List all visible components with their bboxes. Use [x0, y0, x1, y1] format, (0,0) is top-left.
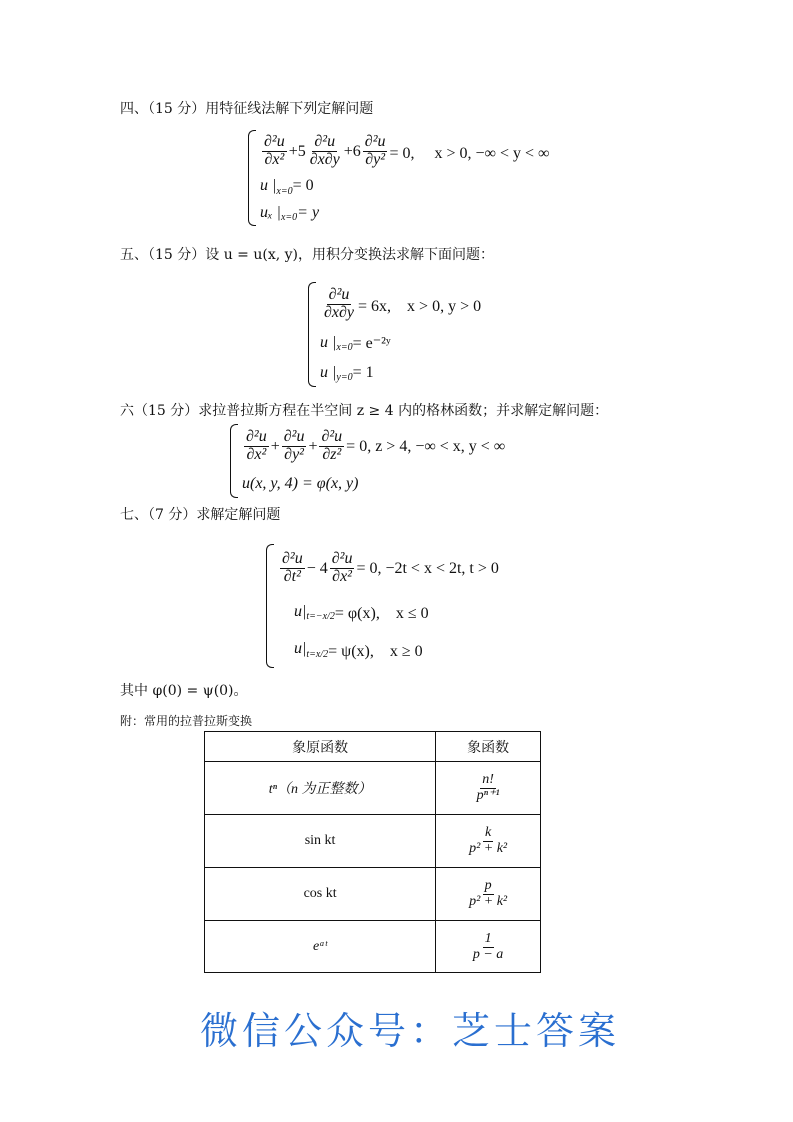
lhs: u | — [260, 177, 277, 195]
subscript: x=0 — [276, 185, 293, 197]
equation-rest: = 0, −2t < x < 2t, t > 0 — [356, 559, 499, 577]
denominator: ∂y² — [365, 151, 386, 169]
q6-header: 六（15 分）求拉普拉斯方程在半空间 z ≥ 4 内的格林函数；并求解定解问题： — [120, 403, 609, 419]
denominator: ∂x² — [332, 568, 352, 586]
operator: + — [308, 437, 318, 455]
table-row — [205, 815, 541, 868]
fraction — [467, 826, 509, 856]
denominator: ∂t² — [283, 568, 301, 586]
denominator: ∂x∂y — [324, 304, 355, 322]
watermark: 微信公众号：芝士答案 — [200, 1009, 621, 1053]
q6-equation — [242, 429, 505, 464]
numerator: ∂²u — [331, 550, 353, 568]
q7-condition-2 — [278, 638, 499, 661]
fraction — [244, 429, 269, 464]
laplace-table — [204, 731, 541, 973]
q7-system — [266, 544, 499, 668]
fraction — [330, 551, 355, 586]
operator: +5 — [288, 142, 306, 160]
numerator: ∂²u — [283, 428, 305, 446]
numerator: k — [484, 825, 492, 841]
q5-condition-2 — [320, 364, 481, 382]
q6-system — [230, 424, 505, 498]
q7-header: 七、（7 分）求解定解问题 — [120, 507, 281, 523]
original-function: cos kt — [205, 868, 436, 921]
q7-equation — [278, 551, 499, 586]
numerator: n! — [482, 772, 494, 788]
fraction — [319, 429, 344, 464]
equation-rest: = 0, z > 4, −∞ < x, y < ∞ — [346, 437, 506, 455]
image-function — [436, 762, 541, 815]
denominator: p² + k² — [469, 841, 508, 856]
subscript: t=x/2 — [306, 648, 329, 660]
q7-condition-1 — [278, 600, 499, 623]
subscript: x=0 — [280, 212, 298, 224]
table-header-row — [205, 732, 541, 762]
denominator: ∂x² — [246, 446, 267, 464]
rhs: = ψ(x), x ≥ 0 — [328, 642, 423, 660]
fraction — [363, 134, 388, 169]
q7-note: 其中 φ(0) = ψ(0)。 — [120, 683, 248, 699]
denominator: ∂z² — [322, 446, 342, 464]
denominator: ∂x² — [264, 151, 285, 169]
numerator: ∂²u — [321, 428, 343, 446]
rhs: = 1 — [352, 363, 374, 381]
numerator: ∂²u — [282, 550, 303, 568]
original-function: eᵃᵗ — [205, 921, 436, 973]
numerator: ∂²u — [314, 133, 336, 151]
numerator: ∂²u — [364, 133, 386, 151]
table-row — [205, 762, 541, 815]
lhs: u | — [320, 363, 337, 381]
q4-equation — [260, 134, 549, 169]
denominator: ∂x∂y — [309, 151, 340, 169]
fraction — [322, 287, 356, 322]
fraction — [280, 551, 305, 586]
q5-header: 五、（15 分）设 u = u(x, y)，用积分变换法求解下面问题： — [120, 247, 495, 263]
denominator: ∂y² — [284, 446, 304, 464]
subscript: x=0 — [336, 342, 353, 354]
q5-condition-1 — [320, 333, 481, 353]
brace — [266, 544, 274, 668]
image-function — [436, 815, 541, 868]
fraction — [308, 134, 342, 169]
appendix-title: 附：常用的拉普拉斯变换 — [120, 714, 253, 728]
equation-rest: = 6x, x > 0, y > 0 — [358, 298, 482, 316]
brace — [308, 282, 316, 387]
numerator: ∂²u — [246, 428, 267, 446]
equation-rest: = 0, x > 0, −∞ < y < ∞ — [389, 145, 550, 163]
lhs: u| — [294, 640, 307, 658]
original-function: tⁿ（n 为正整数） — [205, 762, 436, 815]
numerator: ∂²u — [328, 286, 350, 304]
image-function — [436, 868, 541, 921]
fraction — [471, 932, 505, 962]
operator: +6 — [343, 142, 361, 160]
lhs: uₓ | — [260, 203, 281, 221]
subscript: y=0 — [336, 372, 353, 384]
subscript: t=−x/2 — [306, 611, 335, 623]
numerator: ∂²u — [264, 133, 285, 151]
q4-condition-2 — [260, 204, 549, 222]
q5-system — [308, 282, 481, 387]
fraction — [282, 429, 307, 464]
lhs: u| — [294, 602, 307, 620]
rhs: = φ(x), x ≤ 0 — [334, 605, 429, 623]
table-row — [205, 868, 541, 921]
rhs: = e⁻²ʸ — [352, 334, 391, 352]
numerator: 1 — [484, 930, 492, 946]
column-header: 象原函数 — [205, 732, 436, 762]
fraction — [262, 134, 287, 169]
fraction — [475, 773, 502, 803]
rhs: = y — [297, 203, 320, 221]
numerator: p — [484, 878, 492, 894]
denominator: p − a — [472, 946, 504, 962]
fraction — [467, 879, 509, 909]
table-row — [205, 921, 541, 973]
original-function: sin kt — [205, 815, 436, 868]
rhs: = 0 — [292, 177, 314, 195]
image-function — [436, 921, 541, 973]
brace — [230, 424, 238, 498]
operator: + — [270, 437, 280, 455]
q6-condition: u(x, y, 4) = φ(x, y) — [242, 474, 359, 492]
q4-header: 四、（15 分）用特征线法解下列定解问题 — [120, 101, 374, 117]
lhs: u | — [320, 333, 337, 351]
brace — [248, 130, 256, 226]
q4-condition-1 — [260, 177, 549, 195]
operator: − 4 — [306, 559, 328, 577]
column-header: 象函数 — [436, 732, 541, 762]
denominator: pⁿ⁺¹ — [476, 788, 500, 803]
q5-equation — [320, 287, 481, 322]
denominator: p² + k² — [469, 894, 508, 909]
q4-system — [248, 130, 549, 226]
